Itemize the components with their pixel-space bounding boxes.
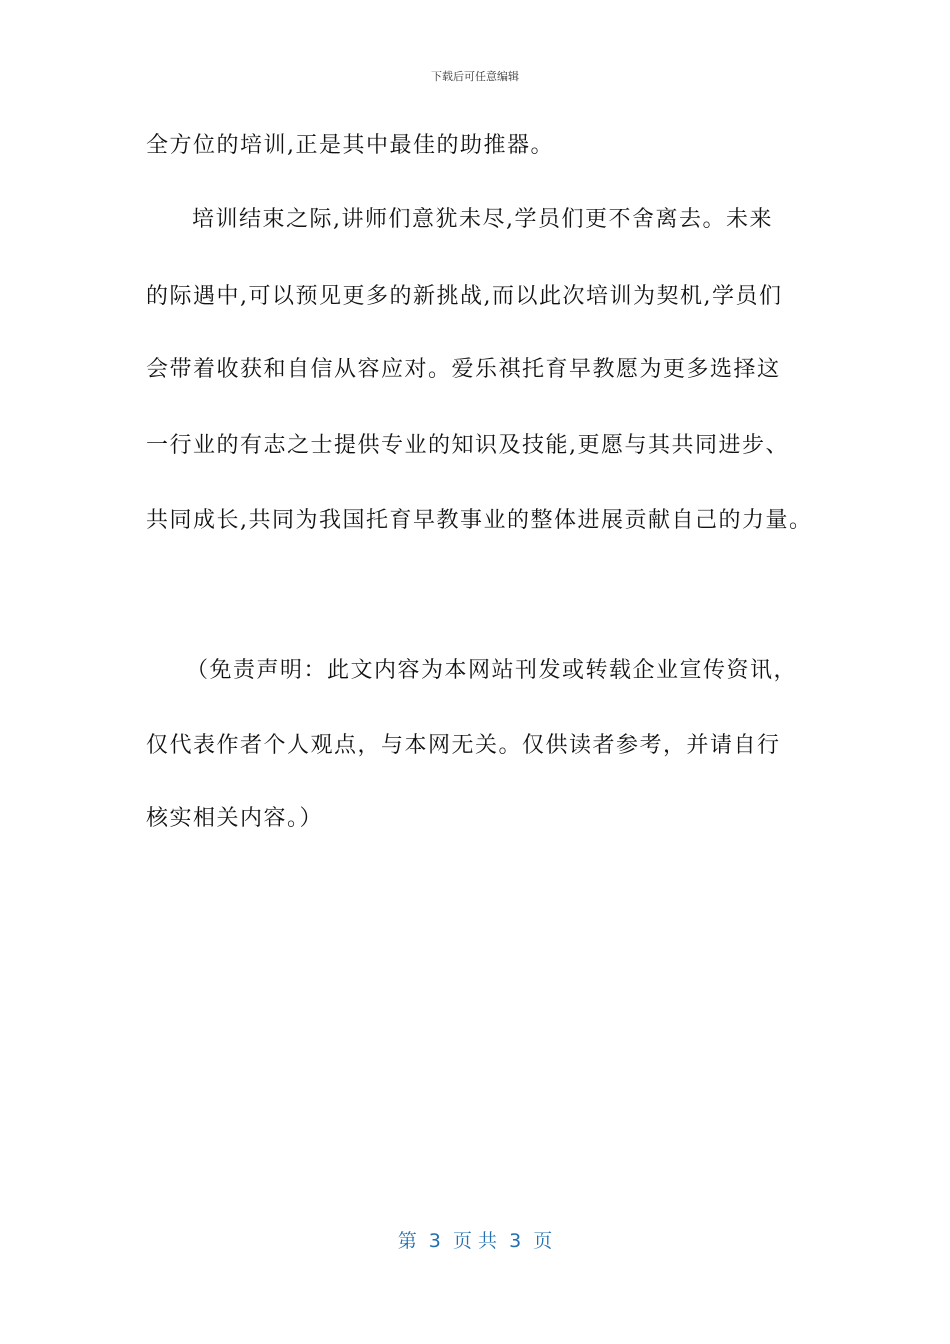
body-line-5: 一行业的有志之士提供专业的知识及技能,更愿与其共同进步、: [146, 433, 789, 458]
body-line-4: 会带着收获和自信从容应对。爱乐祺托育早教愿为更多选择这: [146, 357, 781, 382]
page-number-footer: 第 3 页 共 3 页: [397, 1230, 553, 1252]
disclaimer-line-2: 仅代表作者个人观点，与本网无关。仅供读者参考，并请自行: [146, 733, 781, 758]
page-header-note: 下载后可任意编辑: [431, 70, 519, 83]
body-line-6: 共同成长,共同为我国托育早教事业的整体进展贡献自己的力量。: [146, 508, 813, 533]
disclaimer-line-3: 核实相关内容。）: [146, 806, 324, 831]
disclaimer-line-1: （免责声明：此文内容为本网站刊发或转载企业宣传资讯，: [186, 658, 798, 683]
body-line-2: 培训结束之际,讲师们意犹未尽,学员们更不舍离去。未来: [192, 207, 773, 232]
body-line-1: 全方位的培训,正是其中最佳的助推器。: [146, 133, 554, 158]
body-line-3: 的际遇中,可以预见更多的新挑战,而以此次培训为契机,学员们: [146, 284, 783, 309]
